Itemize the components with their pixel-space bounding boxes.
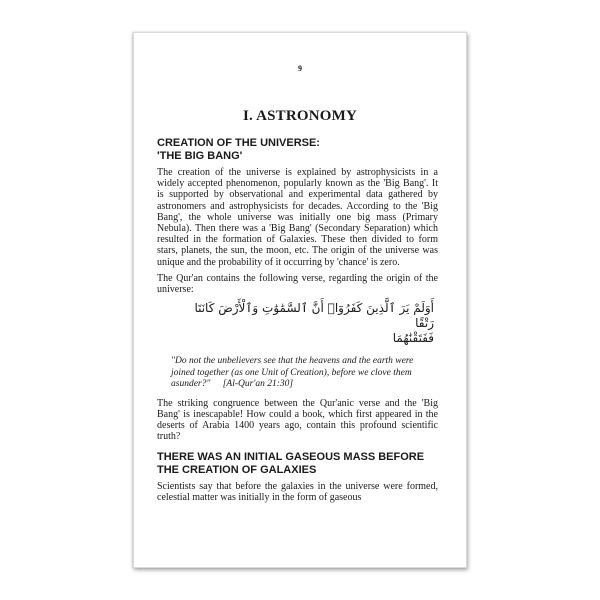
paragraph-quran-verse-intro: The Qur'an contains the following verse, regarding the origin of the universe: [157,272,438,296]
paragraph-congruence: The striking congruence between the Qur'anic verse and the 'Big Bang' is inescapable! How could a book, which first appeared in the deserts of Arabia 1400 years ago, contain this profound scientific truth? [157,397,438,443]
section-heading-line: CREATION OF THE UNIVERSE: [157,137,320,149]
verse-reference: [Al-Qur'an 21:30] [222,379,294,390]
page-content [157,137,438,503]
paragraph-gaseous-mass: Scientists say that before the galaxies in the universe were formed, celestial matter was initially in the form of gaseous [157,480,438,503]
book-page [133,32,467,568]
section-heading-big-bang [157,137,438,163]
section-heading-line: THERE WAS AN INITIAL GASEOUS MASS BEFORE [157,450,425,463]
section-heading-gaseous-mass [157,451,438,477]
arabic-verse-line: فَفَتَقْنَٰهُمَا [392,331,434,346]
verse-translation [171,356,438,391]
arabic-verse-line: أَوَلَمْ يَرَ ٱلَّذِينَ كَفَرُوٓا۟ أَنَّ ٱلسَّمَٰوَٰتِ وَٱلْأَرْضَ كَانَتَا رَتْقًا [194,301,434,331]
section-heading-line: 'THE BIG BANG' [157,150,243,162]
arabic-verse [157,301,438,346]
chapter-title: I. ASTRONOMY [242,108,358,124]
paragraph-big-bang-explanation: The creation of the universe is explained by astrophysicists in a widely accepted phenomenon, popularly known as the 'Big Bang'. It is supported by observational and experimental data gathered by astronomers and astrophysicists for decades. According to the 'Big Bang', the whole universe was initially one big mass (Primary Nebula). Then there was a 'Big Bang' (Secondary Separation) which resulted in the formation of Galaxies. These then divided to form stars, planets, the sun, the moon, etc. The origin of the universe was unique and the probability of it occurring by 'chance' is zero. [157,167,438,268]
page-number: 9 [298,64,302,73]
verse-translation-text: "Do not the unbelievers see that the heavens and the earth were joined together (as one Unit of Creation), before we clove them asunder?" [171,356,414,390]
section-heading-line: THE CREATION OF GALAXIES [157,463,317,476]
